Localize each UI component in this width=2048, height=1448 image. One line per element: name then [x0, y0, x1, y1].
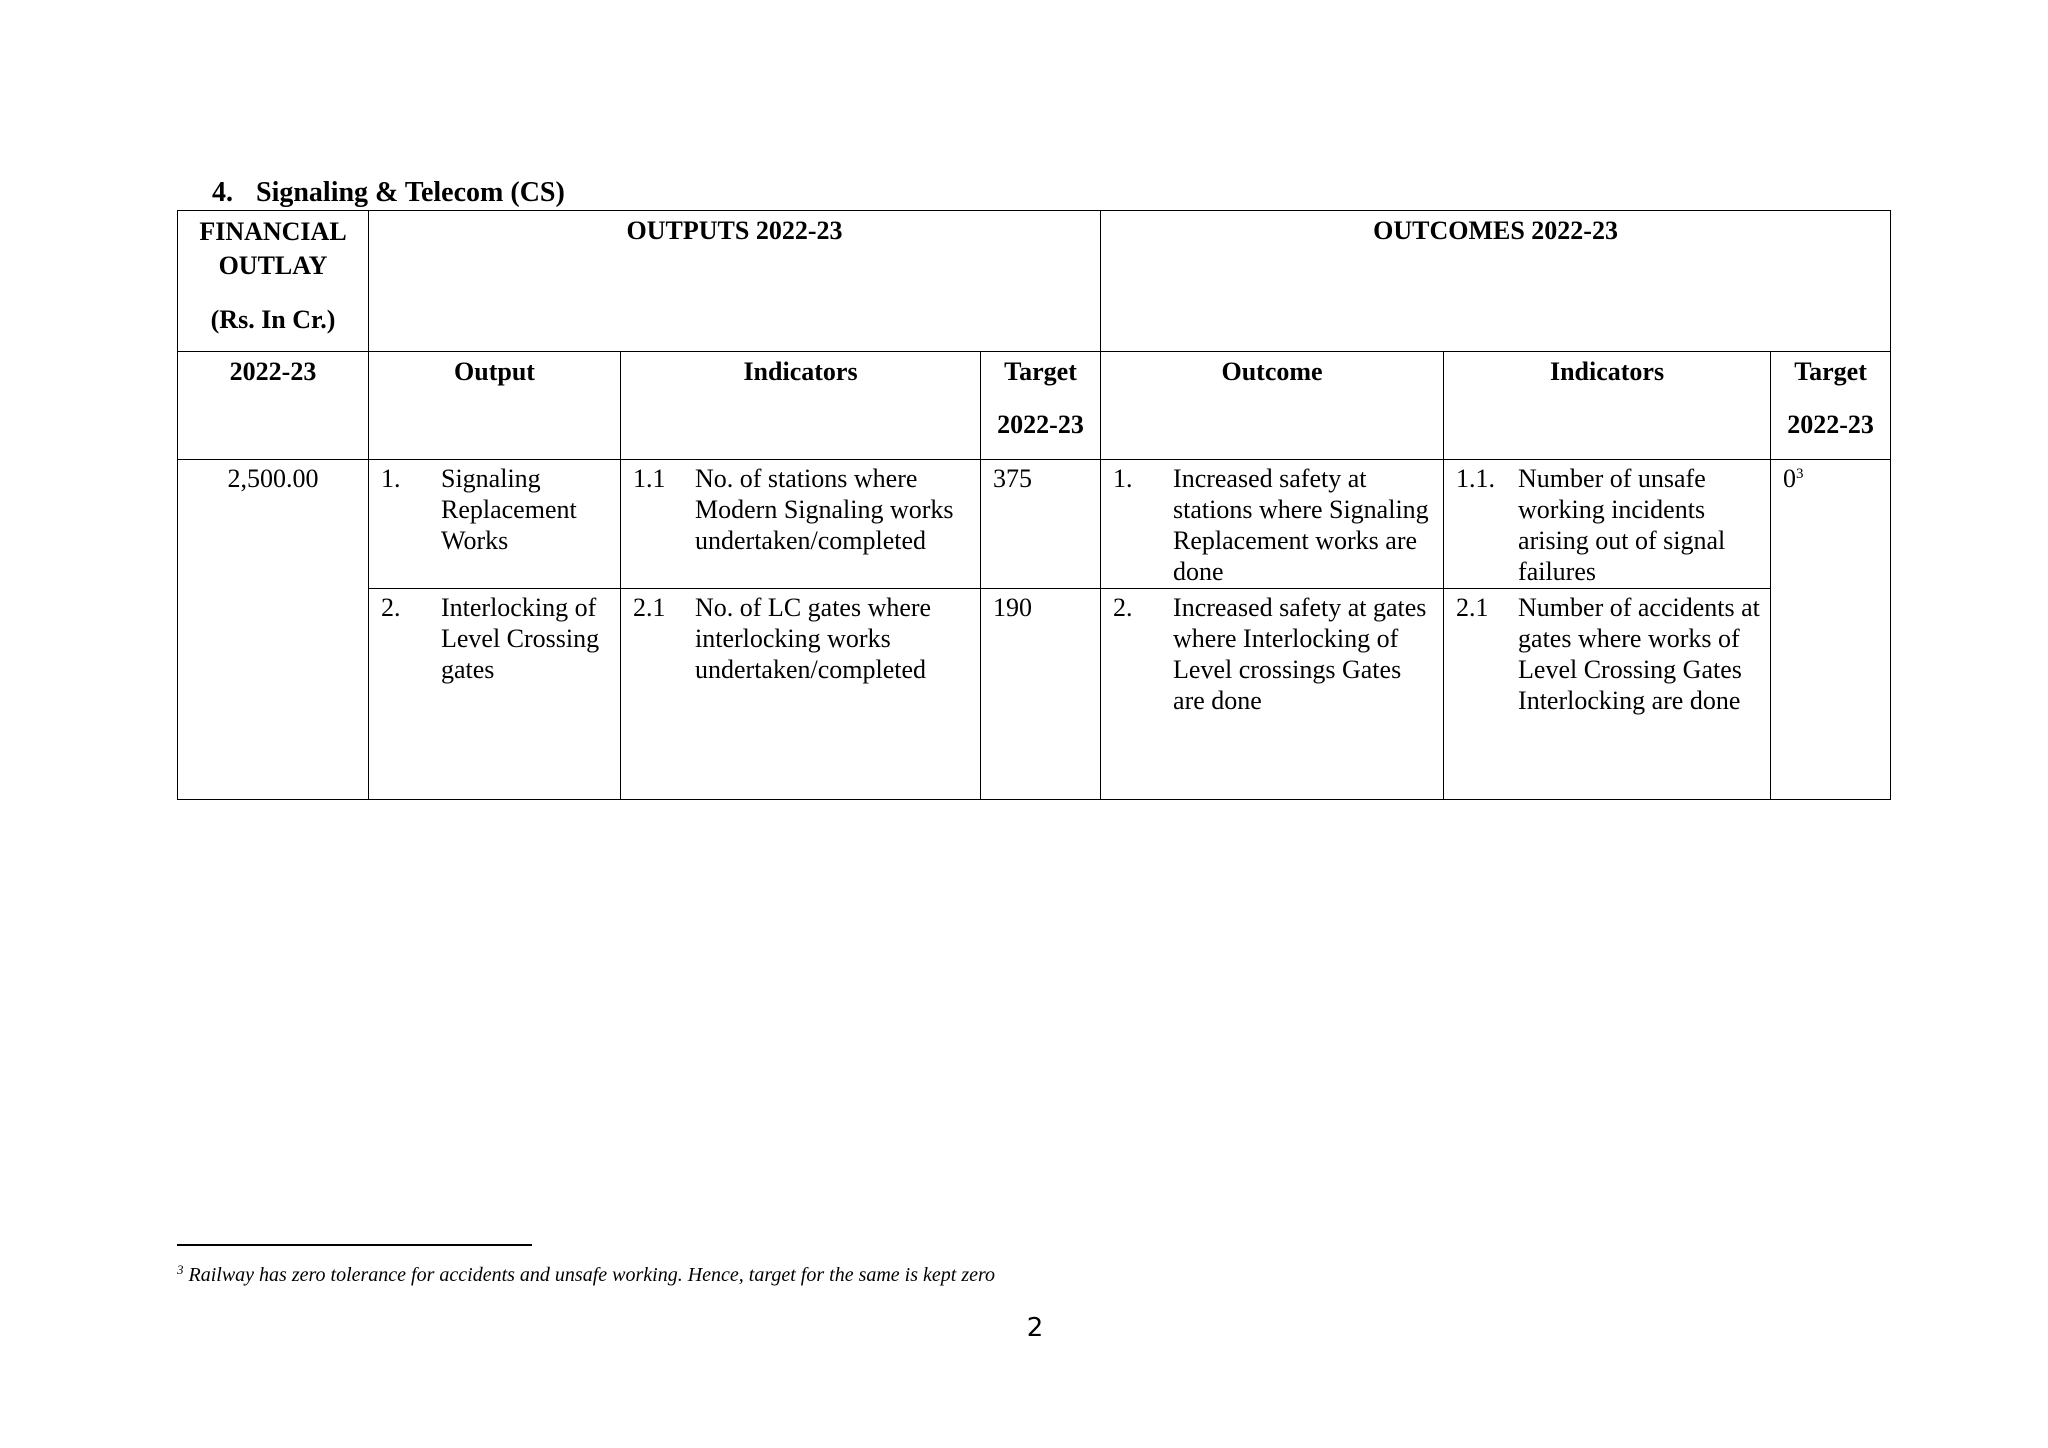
output-cell: [369, 589, 621, 800]
footnote-marker: 3: [177, 1262, 184, 1277]
financial-outlay-line-1: FINANCIAL: [199, 217, 347, 246]
footnote: [177, 1264, 995, 1287]
header-row-2: [178, 352, 1891, 460]
outcome-indicators-header: Indicators: [1444, 352, 1771, 460]
output-number: 1.: [381, 464, 401, 493]
indicator-number: 1.1: [633, 464, 666, 493]
header-row-1: [178, 211, 1891, 352]
outcome-target-label: Target: [1794, 357, 1867, 386]
outcome-target-year: 2022-23: [1787, 410, 1874, 439]
indicator-text: No. of LC gates where interlocking works undertaken/completed: [695, 593, 932, 684]
section-title: Signaling & Telecom (CS): [256, 177, 565, 208]
output-cell: [369, 460, 621, 589]
outcome-target-header: [1771, 352, 1891, 460]
indicator-number: 2.1: [633, 593, 666, 622]
outcome-indicator-number: 2.1: [1456, 593, 1489, 622]
target-value: 375: [981, 460, 1101, 589]
outcome-text: Increased safety at stations where Signaling Replacement works are done: [1173, 464, 1429, 586]
target-year: 2022-23: [997, 410, 1084, 439]
outcome-number: 2.: [1113, 593, 1133, 622]
financial-outlay-header: [178, 211, 369, 352]
table-row: [178, 589, 1891, 800]
output-text: Interlocking of Level Crossing gates: [441, 593, 600, 684]
outputs-outcomes-table: [177, 210, 1891, 800]
outcome-indicator-cell: [1444, 589, 1771, 800]
indicator-cell: [621, 589, 981, 800]
page-number: 2: [1026, 1313, 1044, 1343]
outcome-text: Increased safety at gates where Interlocking of Level crossings Gates are done: [1173, 593, 1427, 715]
year-header: 2022-23: [178, 352, 369, 460]
section-heading: [212, 176, 565, 210]
target-header: [981, 352, 1101, 460]
footnote-text: Railway has zero tolerance for accidents and unsafe working. Hence, target for the same is kept zero: [188, 1264, 996, 1286]
outcome-indicator-text: Number of accidents at gates where works of Level Crossing Gates Interlocking are done: [1518, 593, 1760, 715]
outcomes-header: OUTCOMES 2022-23: [1101, 211, 1891, 352]
target-value: 190: [981, 589, 1101, 800]
outcome-header: Outcome: [1101, 352, 1444, 460]
table-row: [178, 460, 1891, 589]
indicator-text: No. of stations where Modern Signaling works undertaken/completed: [695, 464, 954, 555]
outcome-target-value: 0: [1783, 464, 1797, 493]
output-text: Signaling Replacement Works: [441, 464, 577, 555]
indicator-cell: [621, 460, 981, 589]
financial-outlay-value: 2,500.00: [178, 460, 369, 800]
outcome-indicator-number: 1.1.: [1456, 464, 1496, 493]
outcome-indicator-text: Number of unsafe working incidents arising out of signal failures: [1518, 464, 1726, 586]
outcome-cell: [1101, 460, 1444, 589]
footnote-reference: 3: [1796, 466, 1804, 482]
outcome-number: 1.: [1113, 464, 1133, 493]
footnote-divider: [177, 1244, 532, 1246]
outputs-header: OUTPUTS 2022-23: [369, 211, 1101, 352]
target-label: Target: [1004, 357, 1077, 386]
outcome-indicator-cell: [1444, 460, 1771, 589]
indicators-header: Indicators: [621, 352, 981, 460]
output-header: Output: [369, 352, 621, 460]
financial-outlay-line-2: OUTLAY: [218, 251, 328, 280]
section-number: 4.: [212, 177, 233, 208]
financial-outlay-unit: (Rs. In Cr.): [210, 305, 336, 334]
output-number: 2.: [381, 593, 401, 622]
outcome-target-cell: [1771, 460, 1891, 800]
outcome-cell: [1101, 589, 1444, 800]
